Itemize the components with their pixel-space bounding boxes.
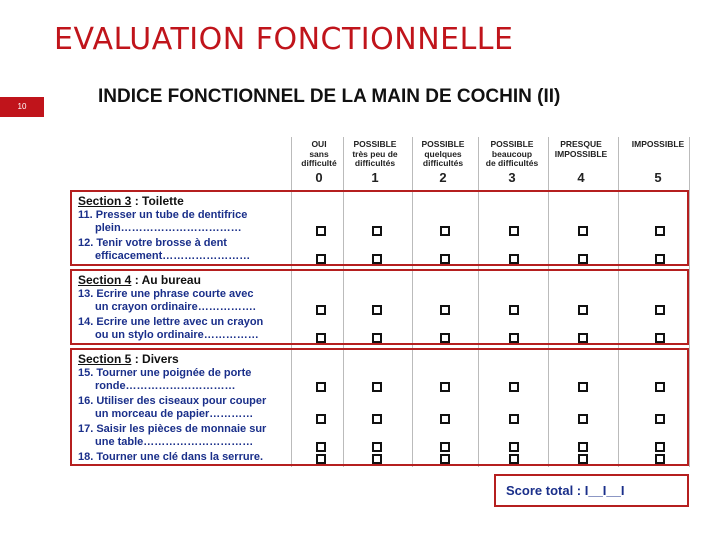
answer-checkbox[interactable] bbox=[578, 442, 588, 452]
column-score: 5 bbox=[654, 169, 662, 185]
question-text: 14. Ecrire une lettre avec un crayon bbox=[78, 316, 264, 328]
document-title: INDICE FONCTIONNEL DE LA MAIN DE COCHIN (II) bbox=[98, 86, 561, 107]
header-spacer bbox=[546, 159, 616, 169]
column-header-line: IMPOSSIBLE bbox=[631, 139, 685, 149]
answer-checkbox[interactable] bbox=[316, 442, 326, 452]
question-text-continued: plein…………………………… bbox=[95, 222, 242, 234]
column-header-line: OUI bbox=[311, 139, 327, 149]
form-section bbox=[70, 348, 689, 466]
question-text: 11. Presser un tube de dentifrice bbox=[78, 209, 248, 221]
column-header bbox=[293, 140, 345, 185]
answer-checkbox[interactable] bbox=[316, 254, 326, 264]
answer-checkbox[interactable] bbox=[655, 442, 665, 452]
question-item bbox=[78, 237, 250, 263]
question-text: 12. Tenir votre brosse à dent bbox=[78, 237, 227, 249]
answer-checkbox[interactable] bbox=[509, 333, 519, 343]
answer-checkbox[interactable] bbox=[372, 226, 382, 236]
answer-checkbox[interactable] bbox=[316, 382, 326, 392]
answer-checkbox[interactable] bbox=[655, 254, 665, 264]
column-header-line: PRESQUE bbox=[560, 139, 602, 149]
section-title bbox=[78, 273, 201, 287]
column-header-line: difficulté bbox=[301, 158, 337, 168]
column-header-line: difficultés bbox=[354, 158, 396, 168]
answer-checkbox[interactable] bbox=[440, 254, 450, 264]
section-label: Section 5 bbox=[78, 352, 132, 366]
answer-checkbox[interactable] bbox=[440, 382, 450, 392]
answer-checkbox[interactable] bbox=[655, 333, 665, 343]
column-header bbox=[546, 140, 616, 185]
question-text-continued: une table………………………… bbox=[95, 436, 254, 448]
column-header-line: POSSIBLE bbox=[421, 139, 465, 149]
column-score: 0 bbox=[315, 169, 323, 185]
section-title bbox=[78, 352, 179, 366]
column-header bbox=[477, 140, 547, 185]
answer-checkbox[interactable] bbox=[578, 226, 588, 236]
score-total-box bbox=[494, 474, 689, 507]
answer-checkbox[interactable] bbox=[372, 442, 382, 452]
answer-checkbox[interactable] bbox=[509, 442, 519, 452]
answer-checkbox[interactable] bbox=[316, 414, 326, 424]
question-text-continued: ou un stylo ordinaire…………… bbox=[95, 329, 259, 341]
question-text: 15. Tourner une poignée de porte bbox=[78, 367, 252, 379]
answer-checkbox[interactable] bbox=[578, 382, 588, 392]
slide-title: EVALUATION FONCTIONNELLE bbox=[54, 22, 514, 57]
answer-checkbox[interactable] bbox=[440, 442, 450, 452]
question-item bbox=[78, 451, 263, 464]
answer-checkbox[interactable] bbox=[440, 414, 450, 424]
section-title bbox=[78, 194, 184, 208]
answer-checkbox[interactable] bbox=[372, 254, 382, 264]
section-label: Section 4 bbox=[78, 273, 132, 287]
answer-checkbox[interactable] bbox=[316, 226, 326, 236]
column-header bbox=[341, 140, 410, 185]
column-header-line: quelques bbox=[424, 148, 462, 159]
column-score: 3 bbox=[508, 169, 516, 185]
question-text: 16. Utiliser des ciseaux pour couper bbox=[78, 395, 267, 407]
question-text-continued: efficacement…………………… bbox=[95, 250, 251, 262]
column-score: 4 bbox=[577, 169, 585, 185]
answer-checkbox[interactable] bbox=[578, 254, 588, 264]
answer-checkbox[interactable] bbox=[578, 454, 588, 464]
answer-checkbox[interactable] bbox=[372, 414, 382, 424]
question-item bbox=[78, 288, 256, 314]
answer-checkbox[interactable] bbox=[509, 226, 519, 236]
question-item bbox=[78, 316, 263, 342]
answer-checkbox[interactable] bbox=[372, 333, 382, 343]
column-header-line: POSSIBLE bbox=[353, 139, 397, 149]
answer-checkbox[interactable] bbox=[509, 454, 519, 464]
answer-checkbox[interactable] bbox=[372, 454, 382, 464]
answer-checkbox[interactable] bbox=[655, 305, 665, 315]
answer-checkbox[interactable] bbox=[578, 333, 588, 343]
column-header-line: sans bbox=[309, 148, 329, 159]
question-text-continued: ronde………………………… bbox=[95, 380, 236, 392]
form-section bbox=[70, 190, 689, 266]
question-item bbox=[78, 209, 247, 235]
section-label: Section 3 bbox=[78, 194, 132, 208]
column-header-line: difficultés bbox=[422, 158, 464, 168]
column-header-line: beaucoup bbox=[491, 148, 533, 159]
question-item bbox=[78, 395, 266, 421]
column-score: 2 bbox=[439, 169, 447, 185]
question-text: 13. Ecrire une phrase courte avec bbox=[78, 288, 254, 300]
column-header-line: très peu de bbox=[352, 148, 398, 159]
column-separator bbox=[689, 137, 690, 467]
section-name: : Divers bbox=[134, 352, 179, 366]
header-spacer bbox=[623, 159, 694, 169]
answer-checkbox[interactable] bbox=[655, 226, 665, 236]
column-header-line: IMPOSSIBLE bbox=[554, 148, 608, 159]
answer-checkbox[interactable] bbox=[316, 305, 326, 315]
answer-checkbox[interactable] bbox=[440, 454, 450, 464]
answer-checkbox[interactable] bbox=[578, 305, 588, 315]
answer-checkbox[interactable] bbox=[578, 414, 588, 424]
form-section bbox=[70, 269, 689, 345]
question-item bbox=[78, 367, 251, 393]
question-text: 18. Tourner une clé dans la serrure. bbox=[78, 451, 264, 463]
section-name: : Au bureau bbox=[134, 273, 201, 287]
answer-checkbox[interactable] bbox=[440, 226, 450, 236]
answer-checkbox[interactable] bbox=[372, 305, 382, 315]
answer-checkbox[interactable] bbox=[316, 333, 326, 343]
answer-checkbox[interactable] bbox=[440, 305, 450, 315]
answer-checkbox[interactable] bbox=[316, 454, 326, 464]
answer-checkbox[interactable] bbox=[655, 454, 665, 464]
column-header bbox=[410, 140, 476, 185]
score-total-label: Score total : I__I__I bbox=[506, 483, 625, 498]
question-text: 17. Saisir les pièces de monnaie sur bbox=[78, 423, 267, 435]
column-header-line: POSSIBLE bbox=[490, 139, 534, 149]
question-item bbox=[78, 423, 266, 449]
answer-checkbox[interactable] bbox=[509, 382, 519, 392]
column-header-line: de difficultés bbox=[485, 158, 539, 168]
answer-checkbox[interactable] bbox=[509, 254, 519, 264]
section-name: : Toilette bbox=[134, 194, 184, 208]
column-score: 1 bbox=[371, 169, 379, 185]
question-text-continued: un crayon ordinaire……………. bbox=[95, 301, 256, 313]
answer-checkbox[interactable] bbox=[372, 382, 382, 392]
column-header bbox=[623, 140, 694, 185]
question-text-continued: un morceau de papier………… bbox=[95, 408, 254, 420]
page-number-badge: 10 bbox=[0, 97, 44, 117]
answer-checkbox[interactable] bbox=[655, 414, 665, 424]
answer-checkbox[interactable] bbox=[509, 414, 519, 424]
answer-checkbox[interactable] bbox=[440, 333, 450, 343]
answer-checkbox[interactable] bbox=[655, 382, 665, 392]
answer-checkbox[interactable] bbox=[509, 305, 519, 315]
